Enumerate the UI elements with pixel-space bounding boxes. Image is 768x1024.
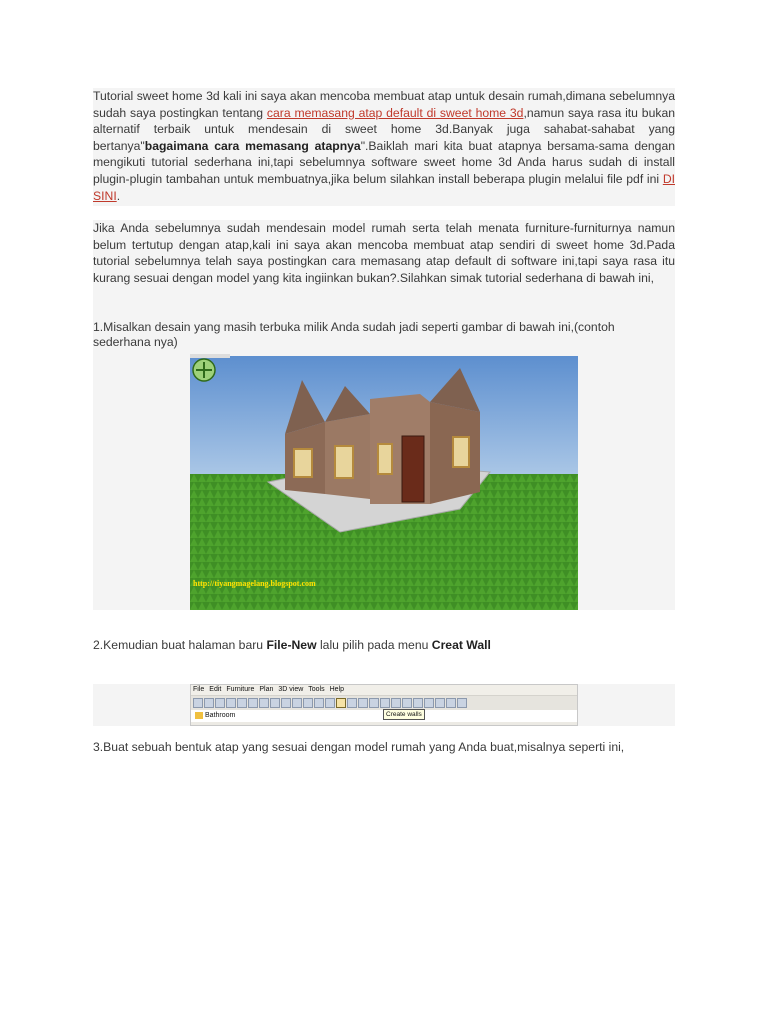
create-walls-tooltip: Create walls — [383, 709, 425, 720]
menu-3d-view[interactable]: 3D view — [278, 686, 304, 693]
scissors-icon[interactable] — [259, 698, 269, 708]
paragraph-2-block — [93, 220, 675, 320]
house-3d-image — [190, 354, 578, 610]
link-atap-default[interactable]: cara memasang atap default di sweet home 3d — [266, 105, 524, 120]
menu-edit[interactable]: Edit — [209, 686, 222, 693]
intro-text-4: . — [116, 188, 121, 203]
undo-icon[interactable] — [237, 698, 247, 708]
intro-text-2: ,namun saya rasa itu bukan alternatif terbaik untuk mendesain di sweet home 3d.Banyak juga sahabat-sahabat yang bertanya" — [93, 105, 675, 153]
delete-icon[interactable] — [292, 698, 302, 708]
new-icon[interactable] — [193, 698, 203, 708]
view-tabs — [190, 354, 230, 358]
add-furniture-icon[interactable] — [303, 698, 313, 708]
menu-tools[interactable]: Tools — [308, 686, 325, 693]
icon-bar — [191, 695, 577, 710]
save-icon[interactable] — [215, 698, 225, 708]
intro-text-1: Tutorial sweet home 3d kali ini saya akan mencoba membuat atap untuk desain rumah,dimana sebelumnya sudah saya postingkan tentang — [93, 89, 675, 120]
italic-text-icon[interactable] — [402, 698, 412, 708]
create-walls-icon[interactable] — [336, 698, 346, 708]
paragraph-2: Jika Anda sebelumnya sudah mendesain model rumah serta telah menata furniture-furniturnya namun belum tertutup dengan atap,kali ini saya akan mencoba membuat atap sendiri di sweet home 3d.Pada tutorial sebelumnya telah saya postingkan cara memasang atap default di software ini,tapi saya rasa itu kurang sesuai dengan model yang kita ingiinkan bukan?.Silahkan simak tutorial sederhana di bawah ini, — [93, 221, 675, 285]
folder-icon — [195, 712, 203, 719]
intro-block — [93, 88, 675, 206]
menu-furniture[interactable]: Furniture — [226, 686, 255, 693]
pan-icon[interactable] — [325, 698, 335, 708]
intro-bold: bagaimana cara memasang atapnya — [144, 138, 361, 153]
step-2-text — [93, 638, 675, 652]
help-icon[interactable] — [457, 698, 467, 708]
intro-paragraph — [93, 88, 675, 204]
create-dimensions-icon[interactable] — [358, 698, 368, 708]
step-2-text-2: lalu pilih pada menu — [316, 638, 432, 652]
photo-icon[interactable] — [435, 698, 445, 708]
link-di-sini[interactable]: DI SINI — [93, 171, 675, 203]
step-2-text-1: 2.Kemudian buat halaman baru — [93, 638, 267, 652]
redo-icon[interactable] — [248, 698, 258, 708]
create-labels-icon[interactable] — [369, 698, 379, 708]
step-2-bold-2: Creat Wall — [431, 638, 491, 652]
open-icon[interactable] — [204, 698, 214, 708]
step-3-text: 3.Buat sebuah bentuk atap yang sesuai dengan model rumah yang Anda buat,misalnya seperti ini, — [93, 740, 625, 754]
text-style-icon[interactable] — [380, 698, 390, 708]
navigation-arrows-icon[interactable] — [193, 359, 215, 381]
copy-icon[interactable] — [270, 698, 280, 708]
tree-item-label: Bathroom — [205, 712, 236, 719]
furniture-tree-row[interactable] — [191, 710, 577, 722]
sweethome-toolbar-screenshot — [190, 684, 578, 726]
menu-file[interactable]: File — [193, 686, 205, 693]
menu-help[interactable]: Help — [329, 686, 345, 693]
intro-text-3: ".Baiklah mari kita buat atapnya bersama-sama dengan mengikuti tutorial sederhana ini,tapi sebelumnya software sweet home 3d Anda harus sudah di install plugin-plugin tambahan untuk membuatnya,jika belum silahkan install beberapa plugin melalui file pdf ini — [93, 138, 675, 186]
menu-bar — [191, 685, 577, 695]
zoom-in-icon[interactable] — [413, 698, 423, 708]
menu-plan[interactable]: Plan — [259, 686, 274, 693]
watermark-text: http://tiyangmagelang.blogspot.com — [193, 579, 316, 588]
select-arrow-icon[interactable] — [314, 698, 324, 708]
cut-icon[interactable] — [226, 698, 236, 708]
step-2-bold-1: File-New — [266, 638, 317, 652]
step-1-text: 1.Misalkan desain yang masih terbuka milik Anda sudah jadi seperti gambar di bawah ini,(contoh sederhana nya) — [93, 320, 615, 349]
create-rooms-icon[interactable] — [347, 698, 357, 708]
video-icon[interactable] — [446, 698, 456, 708]
bold-text-icon[interactable] — [391, 698, 401, 708]
zoom-out-icon[interactable] — [424, 698, 434, 708]
paste-icon[interactable] — [281, 698, 291, 708]
